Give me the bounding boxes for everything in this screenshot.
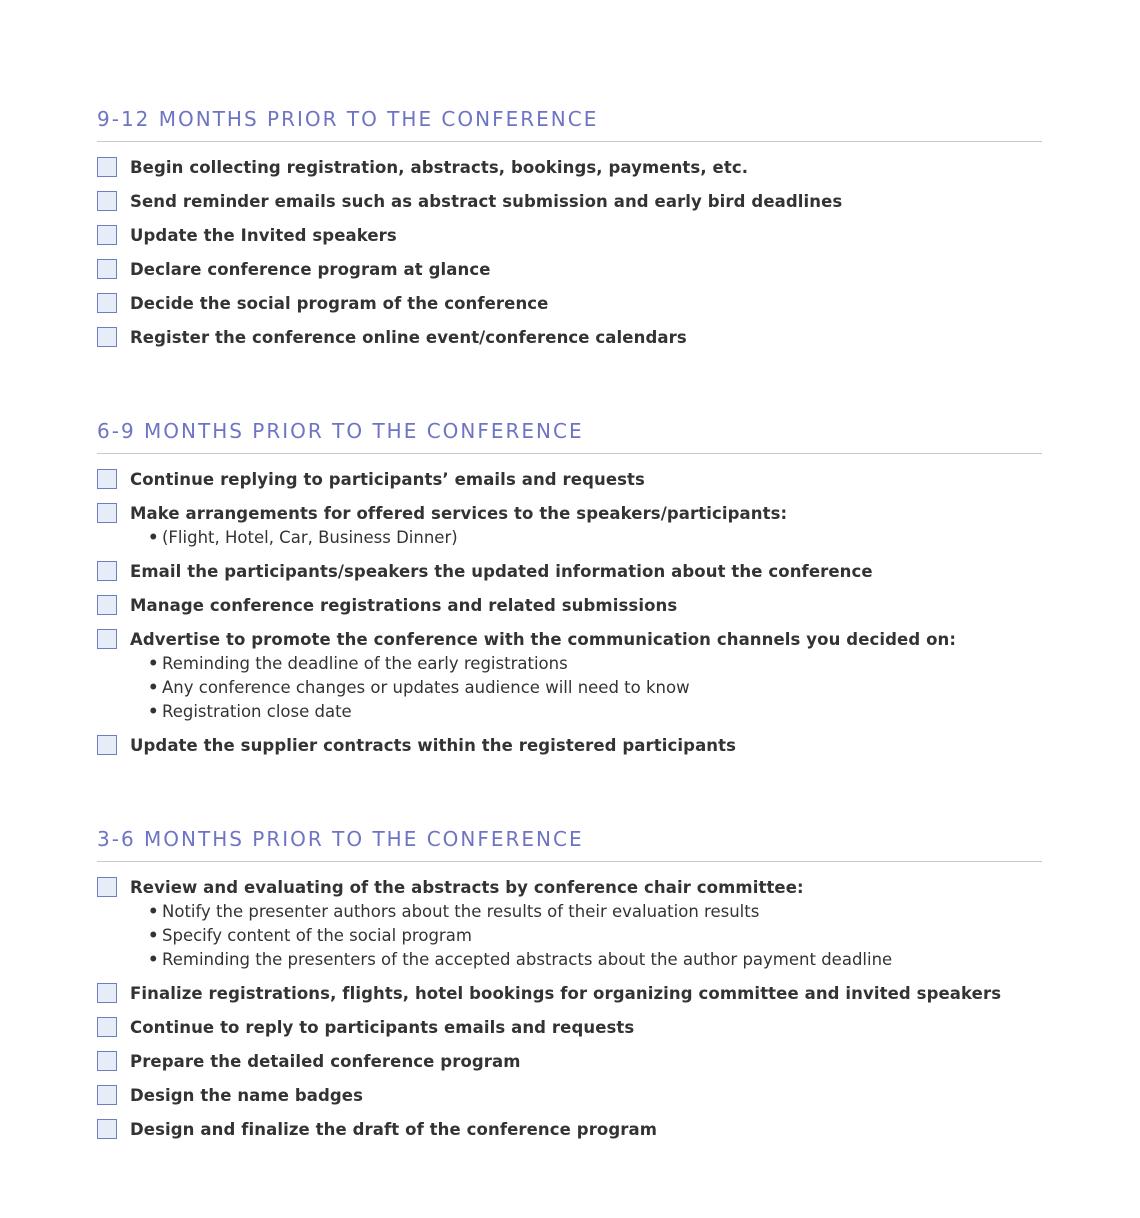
- section-title: 6-9 MONTHS PRIOR TO THE CONFERENCE: [97, 419, 584, 443]
- section-divider: [97, 453, 1042, 454]
- checklist-item-label: Continue replying to participants’ emails and requests: [130, 470, 645, 489]
- checkbox[interactable]: [97, 595, 117, 615]
- checklist-item-label: Prepare the detailed conference program: [130, 1052, 521, 1071]
- checkbox[interactable]: [97, 225, 117, 245]
- checklist-item: [97, 982, 1042, 1006]
- checklist-item-label: Manage conference registrations and related submissions: [130, 596, 678, 615]
- sub-bullet-text: Any conference changes or updates audience will need to know: [162, 678, 690, 697]
- checkbox[interactable]: [97, 469, 117, 489]
- checkbox[interactable]: [97, 157, 117, 177]
- checkbox[interactable]: [97, 259, 117, 279]
- checkbox[interactable]: [97, 1051, 117, 1071]
- sub-bullet-list: [130, 526, 787, 550]
- checklist-item-label: Continue to reply to participants emails and requests: [130, 1018, 635, 1037]
- checklist-item: [97, 1016, 1042, 1040]
- checklist-item-body: [130, 560, 873, 584]
- checklist-item-label: Advertise to promote the conference with the communication channels you decided on:: [130, 630, 957, 649]
- checklist-item-body: [130, 292, 548, 316]
- bullet-icon: •: [148, 678, 159, 697]
- bullet-icon: •: [148, 950, 159, 969]
- checklist-item-body: [130, 628, 956, 724]
- checklist-item: [97, 258, 1042, 282]
- bullet-icon: •: [148, 654, 159, 673]
- checklist-section: [97, 826, 1042, 1152]
- checklist: [97, 876, 1042, 1142]
- checklist-section: [97, 418, 1042, 768]
- checkbox[interactable]: [97, 191, 117, 211]
- checklist-item-label: Make arrangements for offered services to the speakers/participants:: [130, 504, 788, 523]
- checkbox[interactable]: [97, 561, 117, 581]
- checklist-item: [97, 224, 1042, 248]
- checklist-item-body: [130, 1084, 363, 1108]
- checkbox[interactable]: [97, 1119, 117, 1139]
- sub-bullet: [130, 652, 956, 676]
- sub-bullet: [130, 700, 956, 724]
- section-divider: [97, 861, 1042, 862]
- checklist-item-body: [130, 502, 787, 550]
- checklist-item-label: Send reminder emails such as abstract submission and early bird deadlines: [130, 192, 843, 211]
- checklist-item-body: [130, 258, 491, 282]
- bullet-icon: •: [148, 528, 159, 547]
- sub-bullet: [130, 900, 892, 924]
- sub-bullet-list: [130, 652, 956, 724]
- checklist-item-label: Design and finalize the draft of the conference program: [130, 1120, 658, 1139]
- sub-bullet-text: Specify content of the social program: [162, 926, 472, 945]
- checklist-item-label: Register the conference online event/conference calendars: [130, 328, 687, 347]
- checklist: [97, 156, 1042, 350]
- checklist-item-body: [130, 876, 892, 972]
- checklist-item-label: Finalize registrations, flights, hotel bookings for organizing committee and invited speakers: [130, 984, 1002, 1003]
- sub-bullet: [130, 948, 892, 972]
- checklist-item-label: Declare conference program at glance: [130, 260, 491, 279]
- sub-bullet-text: Reminding the deadline of the early registrations: [162, 654, 568, 673]
- checklist-item-label: Update the supplier contracts within the registered participants: [130, 736, 737, 755]
- checklist-item-body: [130, 1050, 521, 1074]
- sub-bullet: [130, 924, 892, 948]
- checklist-item: [97, 156, 1042, 180]
- checkbox[interactable]: [97, 877, 117, 897]
- sub-bullet: [130, 526, 787, 550]
- checklist-item: [97, 502, 1042, 550]
- checkbox[interactable]: [97, 503, 117, 523]
- bullet-icon: •: [148, 702, 159, 721]
- checklist-item-body: [130, 224, 397, 248]
- checkbox[interactable]: [97, 629, 117, 649]
- sub-bullet-text: Notify the presenter authors about the results of their evaluation results: [162, 902, 760, 921]
- checklist-item-body: [130, 734, 736, 758]
- checklist-item-label: Review and evaluating of the abstracts by conference chair committee:: [130, 878, 804, 897]
- checklist-item-label: Email the participants/speakers the updated information about the conference: [130, 562, 873, 581]
- checklist-item-body: [130, 1118, 657, 1142]
- checklist-item: [97, 468, 1042, 492]
- checkbox[interactable]: [97, 983, 117, 1003]
- checklist-item-body: [130, 1016, 634, 1040]
- checklist-section: [97, 106, 1042, 360]
- checklist-item-body: [130, 468, 645, 492]
- checkbox[interactable]: [97, 735, 117, 755]
- checklist-item: [97, 734, 1042, 758]
- sub-bullet: [130, 676, 956, 700]
- checklist-item-body: [130, 156, 748, 180]
- checkbox[interactable]: [97, 1085, 117, 1105]
- checklist-item-body: [130, 190, 842, 214]
- checklist-item: [97, 594, 1042, 618]
- checklist-item: [97, 326, 1042, 350]
- bullet-icon: •: [148, 902, 159, 921]
- checkbox[interactable]: [97, 327, 117, 347]
- checklist: [97, 468, 1042, 758]
- checklist-item: [97, 876, 1042, 972]
- checklist-item-label: Decide the social program of the conference: [130, 294, 549, 313]
- checklist-item-body: [130, 326, 687, 350]
- checklist-item-body: [130, 982, 1001, 1006]
- checklist-item: [97, 1084, 1042, 1108]
- checklist-item: [97, 628, 1042, 724]
- checklist-item-label: Begin collecting registration, abstracts, bookings, payments, etc.: [130, 158, 749, 177]
- checklist-item: [97, 190, 1042, 214]
- checklist-item: [97, 1050, 1042, 1074]
- checklist-item: [97, 560, 1042, 584]
- sub-bullet-list: [130, 900, 892, 972]
- sub-bullet-text: (Flight, Hotel, Car, Business Dinner): [162, 528, 458, 547]
- bullet-icon: •: [148, 926, 159, 945]
- checkbox[interactable]: [97, 293, 117, 313]
- sub-bullet-text: Registration close date: [162, 702, 352, 721]
- section-divider: [97, 141, 1042, 142]
- checkbox[interactable]: [97, 1017, 117, 1037]
- checklist-item-label: Design the name badges: [130, 1086, 364, 1105]
- section-title: 3-6 MONTHS PRIOR TO THE CONFERENCE: [97, 827, 584, 851]
- checklist-item: [97, 292, 1042, 316]
- sub-bullet-text: Reminding the presenters of the accepted abstracts about the author payment deadline: [162, 950, 893, 969]
- checklist-item: [97, 1118, 1042, 1142]
- checklist-item-label: Update the Invited speakers: [130, 226, 397, 245]
- section-title: 9-12 MONTHS PRIOR TO THE CONFERENCE: [97, 107, 599, 131]
- checklist-item-body: [130, 594, 677, 618]
